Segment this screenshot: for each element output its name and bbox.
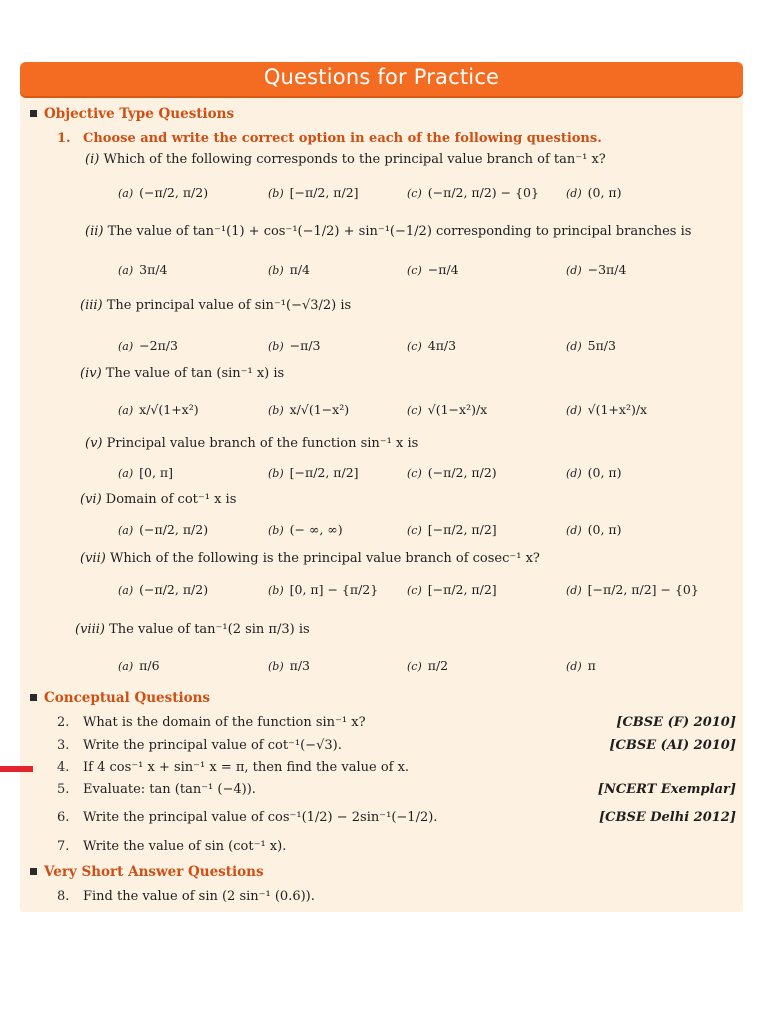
option-label: (d) bbox=[566, 584, 582, 597]
option-text: (−π/2, π/2) bbox=[139, 582, 209, 597]
option-i-b[interactable] bbox=[268, 185, 359, 200]
bullet-square-icon bbox=[30, 868, 37, 875]
option-text: √(1−x²)/x bbox=[427, 402, 488, 417]
question-1-text: Choose and write the correct option in each of the following questions. bbox=[83, 131, 602, 146]
option-v-c[interactable] bbox=[407, 465, 497, 480]
option-vii-c[interactable] bbox=[407, 582, 497, 597]
option-label: (b) bbox=[268, 524, 284, 537]
sub-question-vii bbox=[80, 551, 540, 566]
option-viii-b[interactable] bbox=[268, 658, 310, 673]
option-text: (−π/2, π/2) bbox=[139, 522, 209, 537]
option-ii-b[interactable] bbox=[268, 262, 310, 277]
option-text: (0, π) bbox=[587, 522, 622, 537]
option-label: (b) bbox=[268, 584, 284, 597]
option-text: (− ∞, ∞) bbox=[289, 522, 343, 537]
sub-label: (iii) bbox=[80, 298, 103, 313]
option-vi-d[interactable] bbox=[566, 522, 622, 537]
option-vi-b[interactable] bbox=[268, 522, 343, 537]
banner bbox=[20, 62, 743, 96]
option-label: (c) bbox=[407, 467, 422, 480]
sub-text: The value of tan (sin⁻¹ x) is bbox=[105, 366, 285, 381]
sub-question-iv bbox=[80, 366, 284, 381]
option-text: (−π/2, π/2) bbox=[427, 465, 497, 480]
option-label: (a) bbox=[118, 404, 134, 417]
option-text: [−π/2, π/2] bbox=[289, 185, 359, 200]
sub-text: Which of the following corresponds to the principal value branch of tan⁻¹ x? bbox=[103, 152, 606, 167]
option-label: (d) bbox=[566, 467, 582, 480]
sub-question-viii bbox=[75, 622, 310, 637]
option-label: (c) bbox=[407, 524, 422, 537]
question-7-number: 7. bbox=[57, 839, 70, 854]
option-v-d[interactable] bbox=[566, 465, 622, 480]
option-i-a[interactable] bbox=[118, 185, 208, 200]
option-text: [0, π] bbox=[139, 465, 174, 480]
option-label: (c) bbox=[407, 404, 422, 417]
option-text: (−π/2, π/2) − {0} bbox=[427, 185, 539, 200]
banner-title: Questions for Practice bbox=[263, 65, 500, 89]
sub-label: (v) bbox=[85, 436, 103, 451]
option-text: 3π/4 bbox=[139, 262, 168, 277]
option-label: (d) bbox=[566, 187, 582, 200]
option-text: x/√(1+x²) bbox=[139, 402, 199, 417]
option-text: 4π/3 bbox=[427, 338, 457, 353]
sub-label: (viii) bbox=[75, 622, 105, 637]
section-objective bbox=[30, 106, 234, 122]
option-label: (a) bbox=[118, 524, 134, 537]
option-iv-a[interactable] bbox=[118, 402, 199, 417]
sub-label: (iv) bbox=[80, 366, 102, 381]
question-1-number: 1. bbox=[57, 131, 71, 146]
option-i-c[interactable] bbox=[407, 185, 539, 200]
sub-question-vi bbox=[80, 492, 236, 507]
section-conceptual-title: Conceptual Questions bbox=[44, 690, 210, 706]
question-6-text: Write the principal value of cos⁻¹(1/2) − 2sin⁻¹(−1/2). bbox=[83, 810, 438, 825]
option-text: −π/4 bbox=[427, 262, 459, 277]
sub-question-v bbox=[85, 436, 418, 451]
option-vi-c[interactable] bbox=[407, 522, 497, 537]
section-objective-title: Objective Type Questions bbox=[44, 106, 235, 122]
option-label: (c) bbox=[407, 187, 422, 200]
question-6-number: 6. bbox=[57, 810, 70, 825]
section-very-short-title: Very Short Answer Questions bbox=[44, 864, 264, 880]
option-label: (b) bbox=[268, 660, 284, 673]
option-text: √(1+x²)/x bbox=[587, 402, 648, 417]
option-text: −3π/4 bbox=[587, 262, 627, 277]
option-i-d[interactable] bbox=[566, 185, 622, 200]
option-viii-a[interactable] bbox=[118, 658, 160, 673]
option-text: (0, π) bbox=[587, 185, 622, 200]
option-text: π/3 bbox=[289, 658, 311, 673]
option-iii-a[interactable] bbox=[118, 338, 178, 353]
option-label: (b) bbox=[268, 187, 284, 200]
option-text: [−π/2, π/2] bbox=[289, 465, 359, 480]
section-conceptual bbox=[30, 690, 210, 706]
option-iv-c[interactable] bbox=[407, 402, 487, 417]
option-iii-d[interactable] bbox=[566, 338, 616, 353]
question-3-source: [CBSE (AI) 2010] bbox=[609, 738, 736, 753]
option-label: (a) bbox=[118, 660, 134, 673]
option-label: (a) bbox=[118, 584, 134, 597]
option-text: [−π/2, π/2] bbox=[427, 522, 497, 537]
question-2-source: [CBSE (F) 2010] bbox=[616, 715, 736, 730]
option-text: [−π/2, π/2] bbox=[427, 582, 497, 597]
option-label: (c) bbox=[407, 660, 422, 673]
option-vii-b[interactable] bbox=[268, 582, 378, 597]
question-2-text: What is the domain of the function sin⁻¹ x? bbox=[83, 715, 366, 730]
option-label: (b) bbox=[268, 340, 284, 353]
option-label: (d) bbox=[566, 340, 582, 353]
question-4-number: 4. bbox=[57, 760, 70, 775]
bullet-square-icon bbox=[30, 110, 37, 117]
sub-label: (i) bbox=[85, 152, 100, 167]
option-text: 5π/3 bbox=[587, 338, 616, 353]
option-text: −π/3 bbox=[289, 338, 321, 353]
option-viii-d[interactable] bbox=[566, 658, 596, 673]
question-2-number: 2. bbox=[57, 715, 70, 730]
option-label: (b) bbox=[268, 467, 284, 480]
question-5-source: [NCERT Exemplar] bbox=[597, 782, 736, 797]
question-8-text: Find the value of sin (2 sin⁻¹ (0.6)). bbox=[83, 889, 315, 904]
option-label: (d) bbox=[566, 264, 582, 277]
highlight-marker bbox=[0, 766, 33, 772]
option-vi-a[interactable] bbox=[118, 522, 208, 537]
question-8-number: 8. bbox=[57, 889, 70, 904]
option-label: (d) bbox=[566, 660, 582, 673]
option-label: (d) bbox=[566, 404, 582, 417]
option-text: π/6 bbox=[139, 658, 160, 673]
option-v-a[interactable] bbox=[118, 465, 173, 480]
option-text: x/√(1−x²) bbox=[289, 402, 350, 417]
option-text: π bbox=[587, 658, 596, 673]
option-label: (a) bbox=[118, 264, 134, 277]
sub-label: (ii) bbox=[85, 224, 104, 239]
sub-text: Which of the following is the principal value branch of cosec⁻¹ x? bbox=[109, 551, 540, 566]
option-viii-c[interactable] bbox=[407, 658, 448, 673]
question-5-text: Evaluate: tan (tan⁻¹ (−4)). bbox=[83, 782, 256, 797]
option-text: (0, π) bbox=[587, 465, 622, 480]
question-3-text: Write the principal value of cot⁻¹(−√3). bbox=[83, 738, 342, 753]
option-label: (a) bbox=[118, 187, 134, 200]
option-iv-b[interactable] bbox=[268, 402, 349, 417]
option-iii-c[interactable] bbox=[407, 338, 456, 353]
sub-label: (vi) bbox=[80, 492, 102, 507]
option-text: (−π/2, π/2) bbox=[139, 185, 209, 200]
sub-question-i bbox=[85, 152, 606, 167]
option-text: π/2 bbox=[427, 658, 449, 673]
option-text: [−π/2, π/2] − {0} bbox=[587, 582, 699, 597]
option-ii-c[interactable] bbox=[407, 262, 459, 277]
option-iii-b[interactable] bbox=[268, 338, 320, 353]
option-label: (a) bbox=[118, 340, 134, 353]
sub-label: (vii) bbox=[80, 551, 106, 566]
question-5-number: 5. bbox=[57, 782, 70, 797]
option-vii-a[interactable] bbox=[118, 582, 208, 597]
question-3-number: 3. bbox=[57, 738, 70, 753]
option-label: (b) bbox=[268, 264, 284, 277]
option-label: (c) bbox=[407, 584, 422, 597]
option-label: (c) bbox=[407, 264, 422, 277]
question-6-source: [CBSE Delhi 2012] bbox=[598, 810, 736, 825]
option-ii-d[interactable] bbox=[566, 262, 626, 277]
option-iv-d[interactable] bbox=[566, 402, 647, 417]
option-text: π/4 bbox=[289, 262, 311, 277]
sub-text: The principal value of sin⁻¹(−√3/2) is bbox=[106, 298, 352, 313]
sub-text: The value of tan⁻¹(2 sin π/3) is bbox=[109, 622, 310, 637]
option-label: (d) bbox=[566, 524, 582, 537]
sub-text: The value of tan⁻¹(1) + cos⁻¹(−1/2) + sin⁻¹(−1/2) corresponding to principal branches is bbox=[107, 224, 692, 239]
sub-question-ii bbox=[85, 224, 691, 239]
sub-question-iii bbox=[80, 298, 351, 313]
sub-text: Principal value branch of the function sin⁻¹ x is bbox=[106, 436, 419, 451]
option-label: (c) bbox=[407, 340, 422, 353]
option-vii-d[interactable] bbox=[566, 582, 699, 597]
option-text: −2π/3 bbox=[139, 338, 178, 353]
option-ii-a[interactable] bbox=[118, 262, 168, 277]
bullet-square-icon bbox=[30, 694, 37, 701]
question-4-text: If 4 cos⁻¹ x + sin⁻¹ x = π, then find the value of x. bbox=[83, 760, 410, 775]
option-label: (a) bbox=[118, 467, 134, 480]
section-very-short bbox=[30, 864, 264, 880]
option-text: [0, π] − {π/2} bbox=[289, 582, 379, 597]
sub-text: Domain of cot⁻¹ x is bbox=[105, 492, 237, 507]
option-v-b[interactable] bbox=[268, 465, 359, 480]
question-7-text: Write the value of sin (cot⁻¹ x). bbox=[83, 839, 287, 854]
option-label: (b) bbox=[268, 404, 284, 417]
